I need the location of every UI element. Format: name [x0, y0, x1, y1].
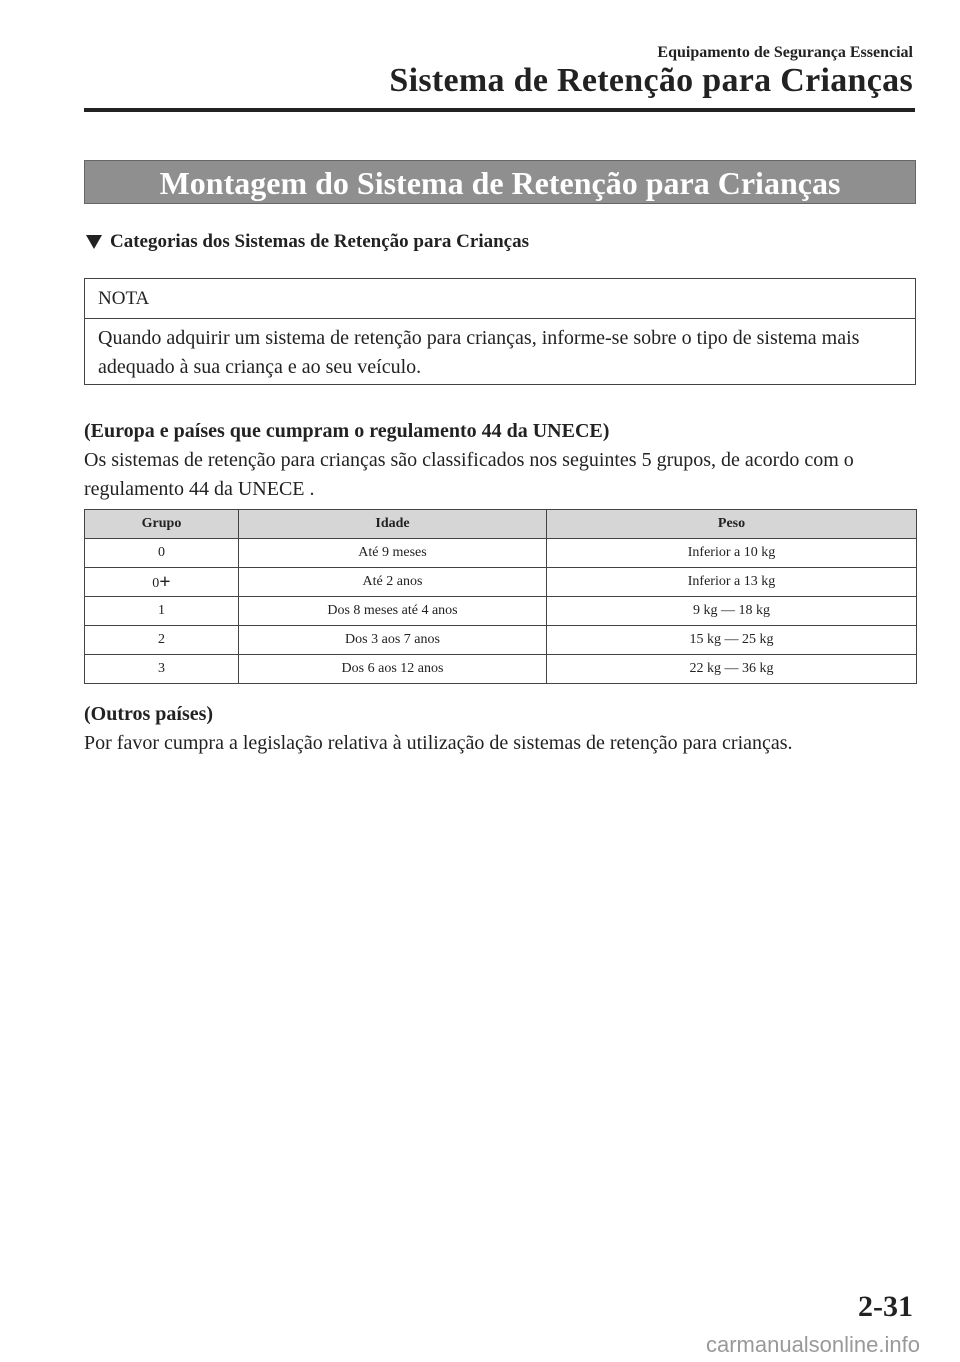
- table-row: [85, 568, 917, 597]
- cell-grupo: 3: [85, 655, 239, 684]
- cell-peso: 15 kg — 25 kg: [547, 626, 917, 655]
- cell-grupo: 0+: [85, 568, 239, 597]
- cell-peso: Inferior a 10 kg: [547, 539, 917, 568]
- cell-idade: Até 2 anos: [239, 568, 547, 597]
- cell-peso: 22 kg — 36 kg: [547, 655, 917, 684]
- triangle-bullet-icon: [86, 235, 102, 249]
- note-title: NOTA: [85, 279, 915, 319]
- table-row: [85, 539, 917, 568]
- europe-text: Os sistemas de retenção para crianças são classificados nos seguintes 5 grupos, de acordo com o regulamento 44 da UNECE .: [84, 449, 854, 500]
- watermark: carmanualsonline.info: [705, 1332, 920, 1357]
- cell-peso: 9 kg — 18 kg: [547, 597, 917, 626]
- header-idade: Idade: [239, 510, 547, 539]
- header-peso: Peso: [547, 510, 917, 539]
- header-grupo: Grupo: [85, 510, 239, 539]
- header-divider: [84, 108, 915, 112]
- others-section: [84, 700, 916, 758]
- table-row: [85, 597, 917, 626]
- cell-peso: Inferior a 13 kg: [547, 568, 917, 597]
- section-banner: Montagem do Sistema de Retenção para Crianças: [84, 160, 916, 204]
- page-number: 2-31: [858, 1290, 913, 1323]
- cell-grupo: 1: [85, 597, 239, 626]
- others-text: Por favor cumpra a legislação relativa à utilização de sistemas de retenção para crianças.: [84, 732, 793, 754]
- table-row: [85, 626, 917, 655]
- table-row: [85, 655, 917, 684]
- note-body: Quando adquirir um sistema de retenção para crianças, informe-se sobre o tipo de sistema mais adequado à sua criança e ao seu veículo.: [98, 327, 860, 378]
- groups-table: [84, 509, 917, 684]
- note-box: [84, 278, 916, 385]
- cell-grupo: 0: [85, 539, 239, 568]
- header-chapter-title: Sistema de Retenção para Crianças: [389, 62, 913, 99]
- subheading-text: Categorias dos Sistemas de Retenção para Crianças: [110, 231, 530, 252]
- cell-idade: Dos 6 aos 12 anos: [239, 655, 547, 684]
- header-section: Equipamento de Segurança Essencial: [657, 44, 913, 61]
- cell-grupo: 2: [85, 626, 239, 655]
- subheading: [84, 231, 529, 253]
- plus-icon: +: [159, 570, 171, 593]
- europe-section: [84, 417, 916, 504]
- europe-heading: (Europa e países que cumpram o regulamento 44 da UNECE): [84, 420, 610, 442]
- cell-idade: Dos 3 aos 7 anos: [239, 626, 547, 655]
- cell-idade: Até 9 meses: [239, 539, 547, 568]
- others-heading: (Outros países): [84, 703, 214, 725]
- cell-idade: Dos 8 meses até 4 anos: [239, 597, 547, 626]
- table-header-row: [85, 510, 917, 539]
